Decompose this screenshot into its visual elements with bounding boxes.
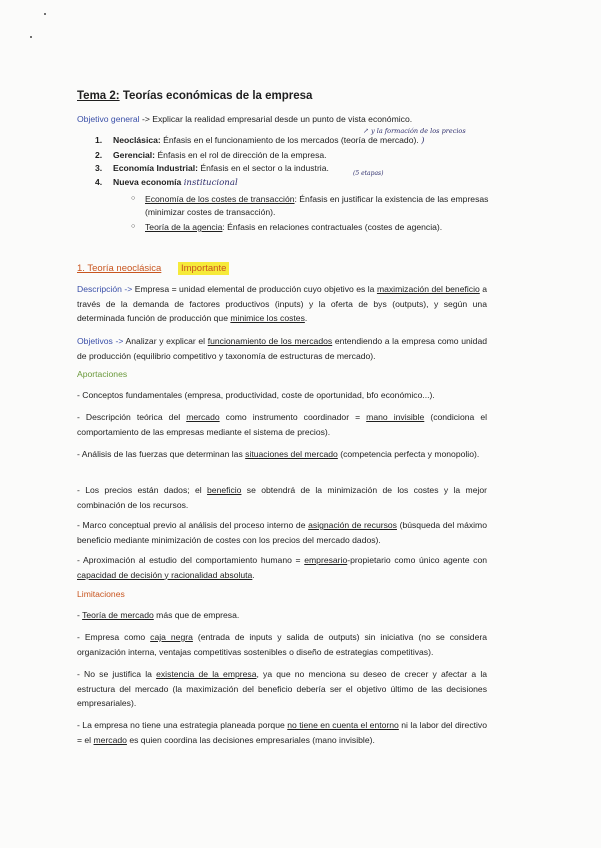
contribution-item: - Conceptos fundamentales (empresa, productividad, coste de oportunidad, bfo económico...).	[77, 390, 435, 400]
handwritten-note-institutional: institucional	[183, 177, 238, 188]
objective-text: -> Explicar la realidad empresarial desde un punto de vista económico.	[141, 114, 413, 124]
list-item: 4. Nueva economía institucional	[95, 176, 238, 188]
contribution-item: - Análisis de las fuerzas que determinan las situaciones del mercado (competencia perfecta y monopolio).	[77, 449, 480, 459]
handwritten-arrow: ↗	[363, 127, 369, 135]
limitation-item: - Empresa como caja negra (entrada de inputs y salida de outputs) sin iniciativa (no se considera organización interna, ventajas competitivas sostenibles o diseño de estrategias competitivas).	[77, 632, 488, 657]
contributions-label: Aportaciones	[77, 369, 128, 379]
general-objective	[77, 114, 412, 124]
description-paragraph: Descripción -> Empresa = unidad elemental de producción cuyo objetivo es la maximización del beneficio a través de la demanda de factores productivos (inputs) y la oferta de bys (outputs), y según una determinada función de producción que minimice los costes.	[77, 284, 488, 323]
contribution-item: - Aproximación al estudio del comportamiento humano = empresario-propietario como único agente con capacidad de decisión y racionalidad absoluta.	[77, 555, 488, 580]
objectives-paragraph: Objetivos -> Analizar y explicar el funcionamiento de los mercados entendiendo a la empresa como unidad de producción (equilibrio competitivo y taxonomía de estructuras de mercado).	[77, 336, 488, 361]
list-item: 3. Economía Industrial: Énfasis en el sector o la industria.	[95, 163, 329, 173]
section-heading	[77, 263, 229, 274]
handwritten-note-prices: y la formación de los precios	[371, 127, 466, 135]
list-item: 2. Gerencial: Énfasis en el rol de dirección de la empresa.	[95, 149, 327, 160]
objective-label: Objetivo general	[77, 114, 140, 124]
page-title	[77, 90, 312, 102]
section-title: 1. Teoría neoclásica	[77, 263, 162, 274]
limitations-label: Limitaciones	[77, 589, 125, 599]
limitation-item: - Teoría de mercado más que de empresa.	[77, 610, 240, 620]
theory-list	[95, 134, 495, 190]
contribution-item: - Marco conceptual previo al análisis del proceso interno de asignación de recursos (búsqueda del máximo beneficio mediante minimización de costes con los precios del mercado dados).	[77, 520, 487, 545]
limitation-item: - La empresa no tiene una estrategia planeada porque no tiene en cuenta el entorno ni la labor del directivo = el mercado es quien coordina las decisiones empresariales (mano invisible).	[77, 720, 487, 745]
important-highlight: Importante	[178, 262, 229, 275]
new-economy-sublist	[131, 193, 489, 237]
scan-speck	[44, 13, 46, 15]
circle-bullet-icon: ○	[131, 223, 136, 230]
handwritten-note-stages: (5 etapas)	[353, 170, 384, 177]
list-item: 1. Neoclásica: Énfasis en el funcionamiento de los mercados (teoría de mercado). )	[95, 135, 425, 146]
tema-title: Teorías económicas de la empresa	[122, 90, 313, 102]
limitation-item: - No se justifica la existencia de la empresa, ya que no menciona su deseo de crecer y afectar a la estructura del mercado (la maximización del beneficio debería ser el objetivo último de las decisiones empresariales).	[77, 669, 488, 708]
contribution-item: - Descripción teórica del mercado como instrumento coordinador = mano invisible (condiciona el comportamiento de las empresas mediante el sistema de precios).	[77, 412, 488, 437]
list-item: ○ Teoría de la agencia: Énfasis en relaciones contractuales (costes de agencia).	[131, 222, 443, 232]
circle-bullet-icon: ○	[131, 195, 136, 202]
list-item: ○ Economía de los costes de transacción: Énfasis en justificar la existencia de las empresas (minimizar costes de transacción).	[131, 194, 489, 217]
scan-speck	[30, 36, 32, 38]
contribution-item: - Los precios están dados; el beneficio se obtendrá de la minimización de los costes y la mejor combinación de los recursos.	[77, 485, 488, 510]
tema-label: Tema 2:	[77, 90, 120, 102]
